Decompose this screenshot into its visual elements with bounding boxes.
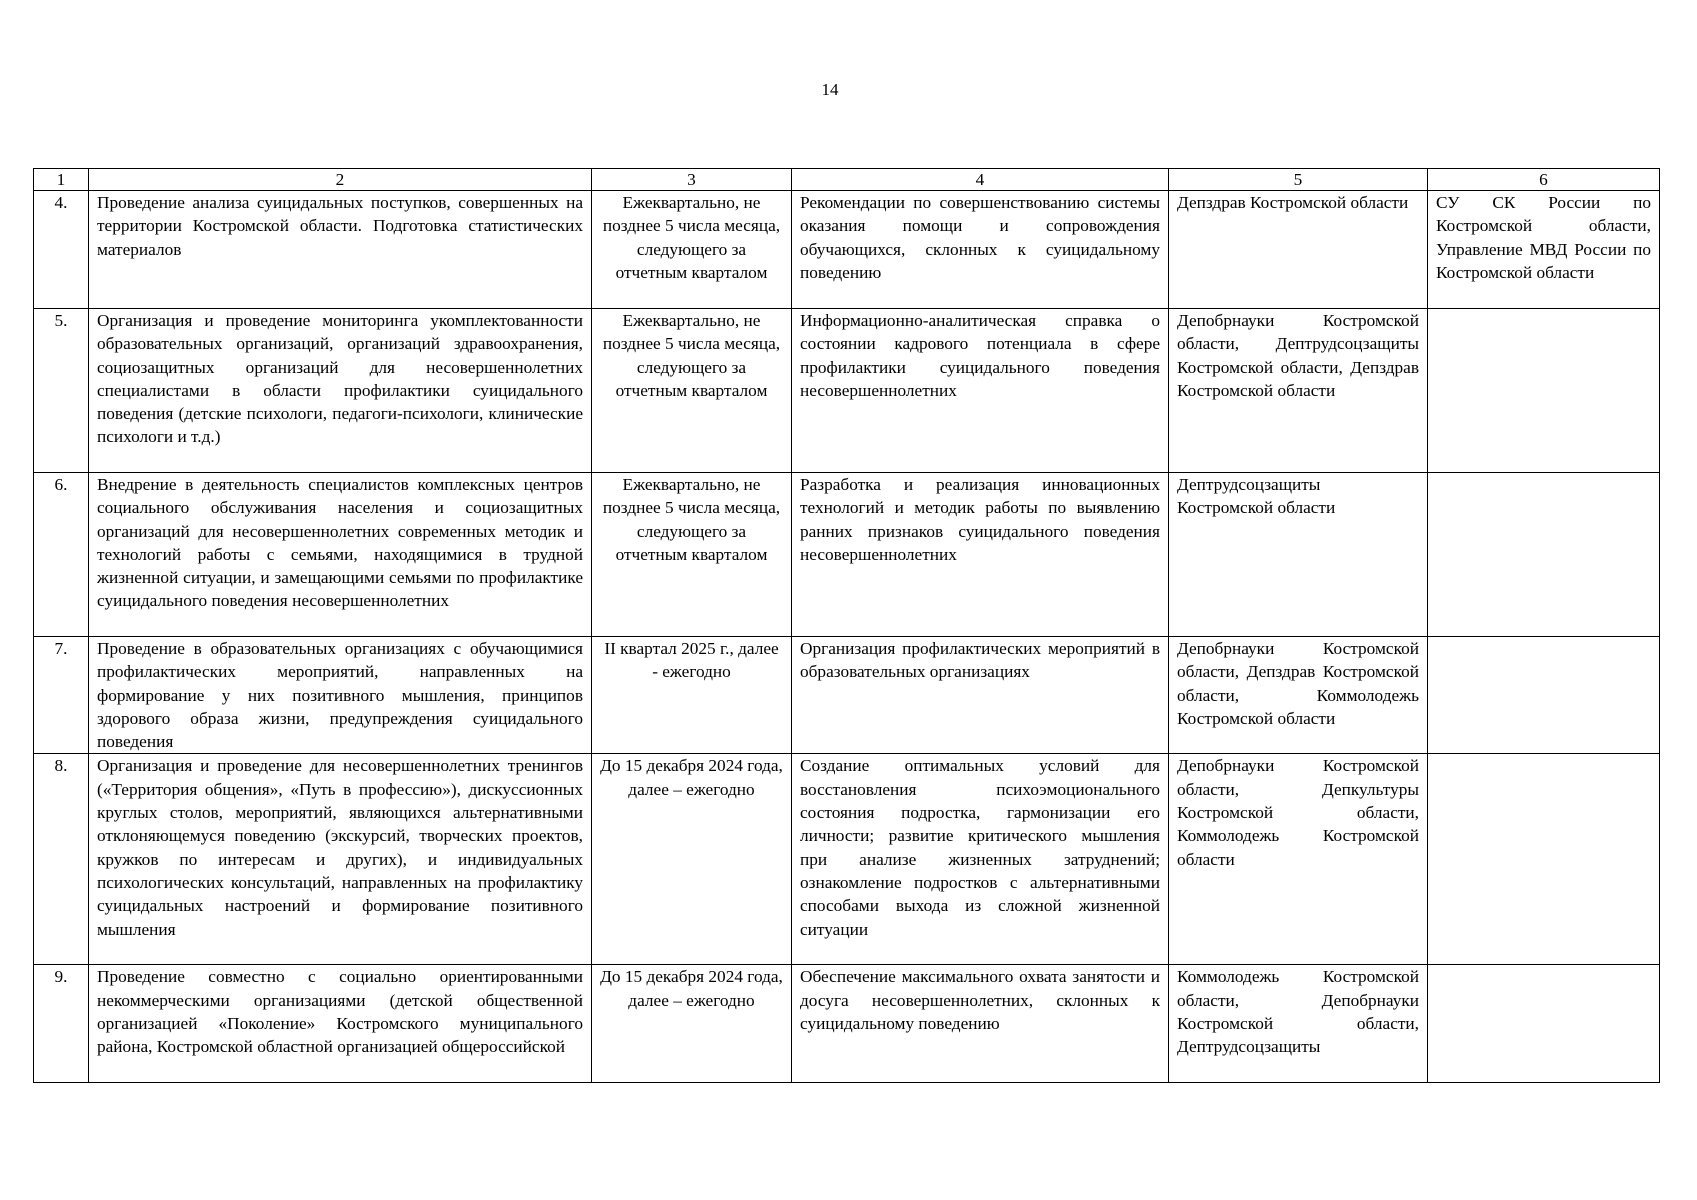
table-row bbox=[34, 191, 1660, 309]
result-cell: Организация профилактических мероприятий в образовательных организациях bbox=[792, 637, 1169, 754]
result-cell: Информационно-аналитическая справка о состоянии кадрового потенциала в сфере профилактики суицидального поведения несовершеннолетних bbox=[792, 309, 1169, 473]
activity-cell: Организация и проведение мониторинга укомплектованности образовательных организаций, организаций здравоохранения, социозащитных организаций для несовершеннолетних специалистами в области профилактики суицидального поведения (детские психологи, педагоги-психологи, клинические психологи и т.д.) bbox=[89, 309, 592, 473]
deadline-cell: Ежеквартально, не позднее 5 числа месяца, следующего за отчетным кварталом bbox=[592, 191, 792, 309]
partners-cell bbox=[1428, 965, 1660, 1083]
table-row bbox=[34, 754, 1660, 965]
activity-cell: Внедрение в деятельность специалистов комплексных центров социального обслуживания населения и социозащитных организаций для несовершеннолетних современных методик и технологий работы с семьями, находящимися в трудной жизненной ситуации, и замещающими семьями по профилактике суицидального поведения несовершеннолетних bbox=[89, 473, 592, 637]
row-number: 8. bbox=[34, 754, 89, 965]
deadline-cell: До 15 декабря 2024 года, далее – ежегодно bbox=[592, 754, 792, 965]
action-plan-table bbox=[33, 168, 1660, 1083]
responsible-cell: Дептрудсоцзащиты Костромской области bbox=[1169, 473, 1428, 637]
table-row bbox=[34, 637, 1660, 754]
deadline-cell: До 15 декабря 2024 года, далее – ежегодно bbox=[592, 965, 792, 1083]
deadline-cell: Ежеквартально, не позднее 5 числа месяца, следующего за отчетным кварталом bbox=[592, 309, 792, 473]
row-number: 7. bbox=[34, 637, 89, 754]
responsible-cell: Депздрав Костромской области bbox=[1169, 191, 1428, 309]
activity-cell: Проведение совместно с социально ориентированными некоммерческими организациями (детской общественной организацией «Поколение» Костромского муниципального района, Костромской областной организацией общероссийской bbox=[89, 965, 592, 1083]
row-number: 4. bbox=[34, 191, 89, 309]
result-cell: Создание оптимальных условий для восстановления психоэмоционального состояния подростка, гармонизации его личности; развитие критического мышления при анализе жизненных затруднений; ознакомление подростков с альтернативными способами выхода из сложной жизненной ситуации bbox=[792, 754, 1169, 965]
deadline-cell: II квартал 2025 г., далее - ежегодно bbox=[592, 637, 792, 754]
result-cell: Рекомендации по совершенствованию системы оказания помощи и сопровождения обучающихся, склонных к суицидальному поведению bbox=[792, 191, 1169, 309]
responsible-cell: Депобрнауки Костромской области, Депздрав Костромской области, Коммолодежь Костромской области bbox=[1169, 637, 1428, 754]
row-number: 9. bbox=[34, 965, 89, 1083]
column-number: 6 bbox=[1428, 169, 1660, 191]
responsible-cell: Депобрнауки Костромской области, Дептрудсоцзащиты Костромской области, Депздрав Костромской области bbox=[1169, 309, 1428, 473]
responsible-cell: Депобрнауки Костромской области, Депкультуры Костромской области, Коммолодежь Костромской области bbox=[1169, 754, 1428, 965]
activity-cell: Проведение анализа суицидальных поступков, совершенных на территории Костромской области. Подготовка статистических материалов bbox=[89, 191, 592, 309]
column-number: 3 bbox=[592, 169, 792, 191]
partners-cell bbox=[1428, 473, 1660, 637]
table-row bbox=[34, 965, 1660, 1083]
column-number-row bbox=[34, 169, 1660, 191]
result-cell: Разработка и реализация инновационных технологий и методик работы по выявлению ранних признаков суицидального поведения несовершеннолетних bbox=[792, 473, 1169, 637]
page-number: 14 bbox=[821, 80, 839, 99]
table-row bbox=[34, 309, 1660, 473]
result-cell: Обеспечение максимального охвата занятости и досуга несовершеннолетних, склонных к суицидальному поведению bbox=[792, 965, 1169, 1083]
partners-cell bbox=[1428, 309, 1660, 473]
column-number: 5 bbox=[1169, 169, 1428, 191]
partners-cell bbox=[1428, 637, 1660, 754]
activity-cell: Проведение в образовательных организациях с обучающимися профилактических мероприятий, направленных на формирование у них позитивного мышления, принципов здорового образа жизни, предупреждения суицидального поведения bbox=[89, 637, 592, 754]
responsible-cell: Коммолодежь Костромской области, Депобрнауки Костромской области, Дептрудсоцзащиты bbox=[1169, 965, 1428, 1083]
row-number: 6. bbox=[34, 473, 89, 637]
row-number: 5. bbox=[34, 309, 89, 473]
deadline-cell: Ежеквартально, не позднее 5 числа месяца, следующего за отчетным кварталом bbox=[592, 473, 792, 637]
partners-cell bbox=[1428, 754, 1660, 965]
activity-cell: Организация и проведение для несовершеннолетних тренингов («Территория общения», «Путь в профессию»), дискуссионных круглых столов, мероприятий, являющихся альтернативными отклоняющемуся поведению (экскурсий, творческих проектов, кружков по интересам и других), и индивидуальных психологических консультаций, направленных на профилактику суицидальных настроений и формирование позитивного мышления bbox=[89, 754, 592, 965]
column-number: 2 bbox=[89, 169, 592, 191]
table-row bbox=[34, 473, 1660, 637]
column-number: 1 bbox=[34, 169, 89, 191]
column-number: 4 bbox=[792, 169, 1169, 191]
partners-cell: СУ СК России по Костромской области, Управление МВД России по Костромской области bbox=[1428, 191, 1660, 309]
